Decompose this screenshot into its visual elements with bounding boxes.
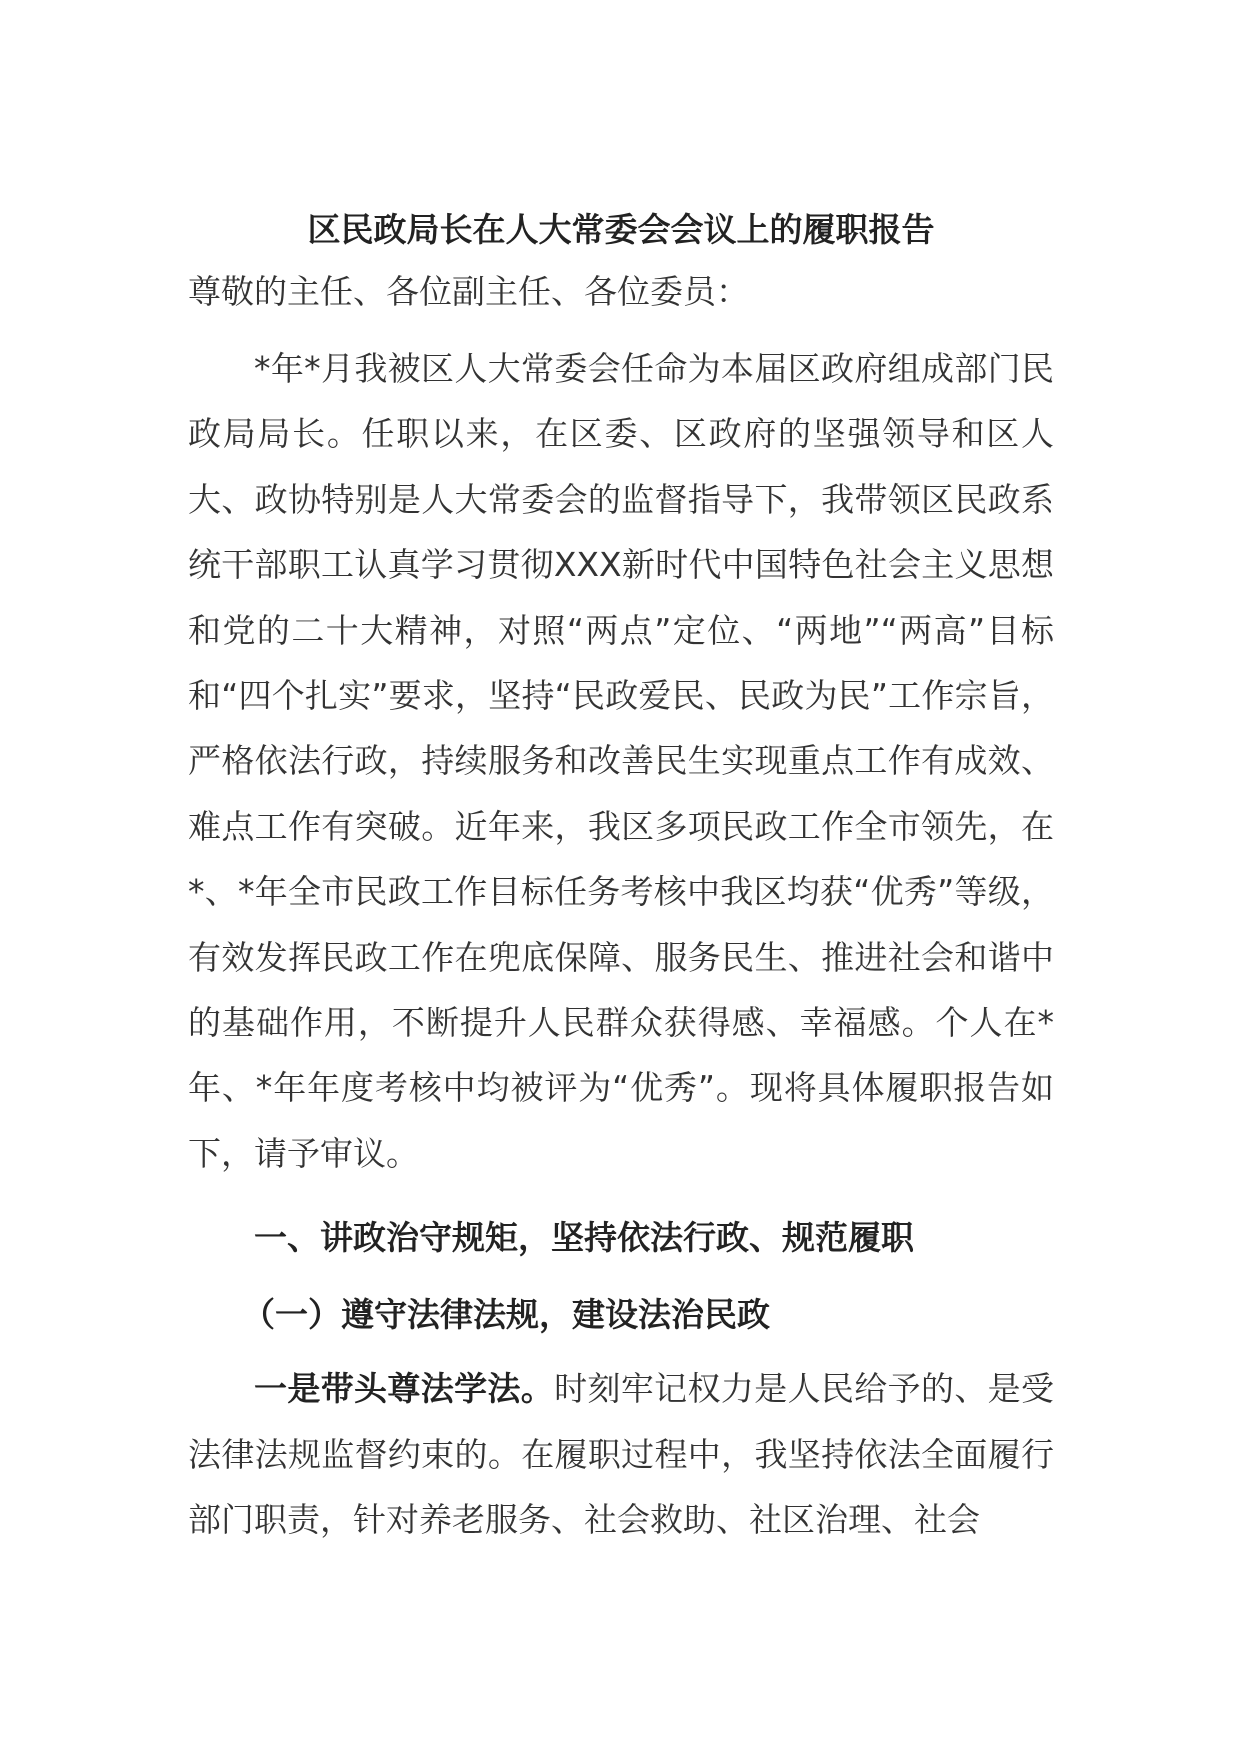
document-page [188, 200, 1054, 1553]
paragraph-body-text: 时刻牢记权力是人民给予的、是受法律法规监督约束的。在履职过程中，我坚持依法全面履行部门职责，针对养老服务、社会救助、社区治理、社会 [188, 1369, 1055, 1540]
subsection-heading: （一）遵守法律法规，建设法治民政 [242, 1295, 770, 1335]
section-heading: 一、讲政治守规矩，坚持依法行政、规范履职 [254, 1218, 914, 1258]
salutation: 尊敬的主任、各位副主任、各位委员： [188, 272, 749, 311]
paragraph-lead-phrase: 一是带头尊法学法。 [254, 1369, 555, 1409]
body-paragraph-intro: *年*月我被区人大常委会任命为本届区政府组成部门民政局局长。任职以来，在区委、区政府的坚强领导和区人大、政协特别是人大常委会的监督指导下，我带领区民政系统干部职工认真学习贯彻XXX新时代中国特色社会主义思想和党的二十大精神，对照“两点”定位、“两地”“两高”目标和“四个扎实”要求，坚持“民政爱民、民政为民”工作宗旨，严格依法行政，持续服务和改善民生实现重点工作有成效、难点工作有突破。近年来，我区多项民政工作全市领先，在*、*年全市民政工作目标任务考核中我区均获“优秀”等级，有效发挥民政工作在兜底保障、服务民生、推进社会和谐中的基础作用，不断提升人民群众获得感、幸福感。个人在*年、*年年度考核中均被评为“优秀”。现将具体履职报告如下，请予审议。 [188, 349, 1054, 1173]
document-title: 区民政局长在人大常委会会议上的履职报告 [307, 210, 935, 249]
body-paragraph-point-one [188, 1356, 1054, 1552]
